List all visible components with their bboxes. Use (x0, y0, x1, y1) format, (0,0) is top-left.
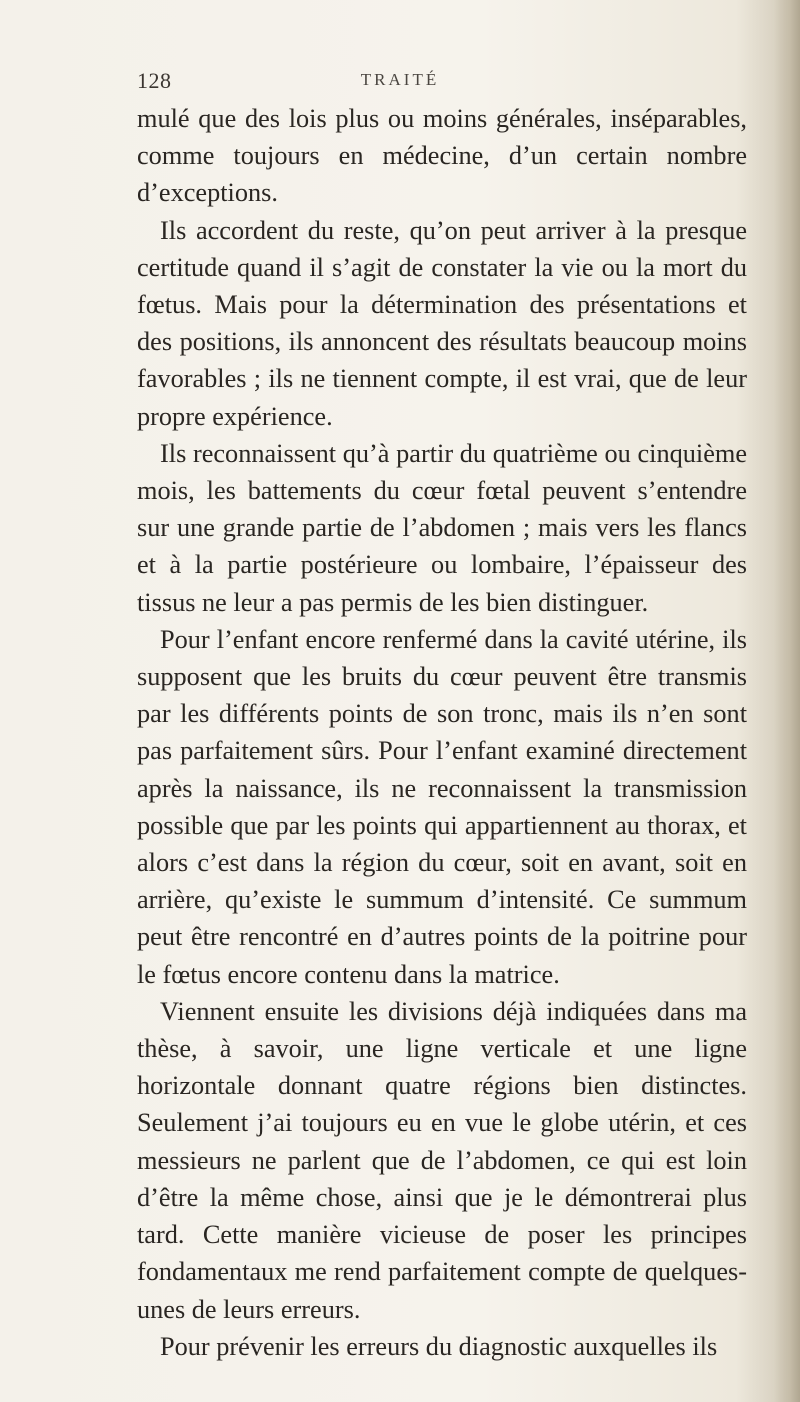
page-header (137, 68, 757, 98)
paragraph: Ils accordent du reste, qu’on peut arriver à la presque certitude quand il s’agit de constater la vie ou la mort du fœtus. Mais pour la détermination des présentations et des positions, ils annoncent des résultats beaucoup moins favorables ; ils ne tiennent compte, il est vrai, que de leur propre expérience. (137, 215, 747, 431)
paragraph: Pour l’enfant encore renfermé dans la cavité utérine, ils supposent que les bruits du cœur peuvent être transmis par les différents points de son tronc, mais ils n’en sont pas parfaitement sûrs. Pour l’enfant examiné directement après la naissance, ils ne reconnaissent la transmission possible que par les points qui appartiennent au thorax, et alors c’est dans la région du cœur, soit en avant, soit en arrière, qu’existe le summum d’intensité. Ce summum peut être rencontré en d’autres points de la poitrine pour le fœtus encore contenu dans la matrice. (137, 624, 747, 989)
running-head: TRAITÉ (360, 70, 440, 89)
paragraph: Pour prévenir les erreurs du diagnostic auxquelles ils (160, 1331, 718, 1361)
paragraph: Viennent ensuite les divisions déjà indiquées dans ma thèse, à savoir, une ligne verticale et une ligne horizontale donnant quatre régions bien distinctes. Seulement j’ai toujours eu en vue le globe utérin, et ces messieurs ne parlent que de l’abdomen, ce qui est loin d’être la même chose, ainsi que je le démontrerai plus tard. Cette manière vicieuse de poser les principes fondamentaux me rend parfaitement compte de quelques-unes de leurs erreurs. (137, 996, 747, 1324)
paragraph: Ils reconnaissent qu’à partir du quatrième ou cinquième mois, les battements du cœur fœtal peuvent s’entendre sur une grande partie de l’abdomen ; mais vers les flancs et à la partie postérieure ou lombaire, l’épaisseur des tissus ne leur a pas permis de les bien distinguer. (137, 438, 747, 617)
paragraph-continuation: mulé que des lois plus ou moins générales, inséparables, comme toujours en médecine, d’un certain nombre d’exceptions. (137, 104, 747, 208)
body-text (137, 100, 747, 1365)
page-edge-shadow (774, 0, 800, 1402)
page-number: 128 (137, 68, 172, 93)
